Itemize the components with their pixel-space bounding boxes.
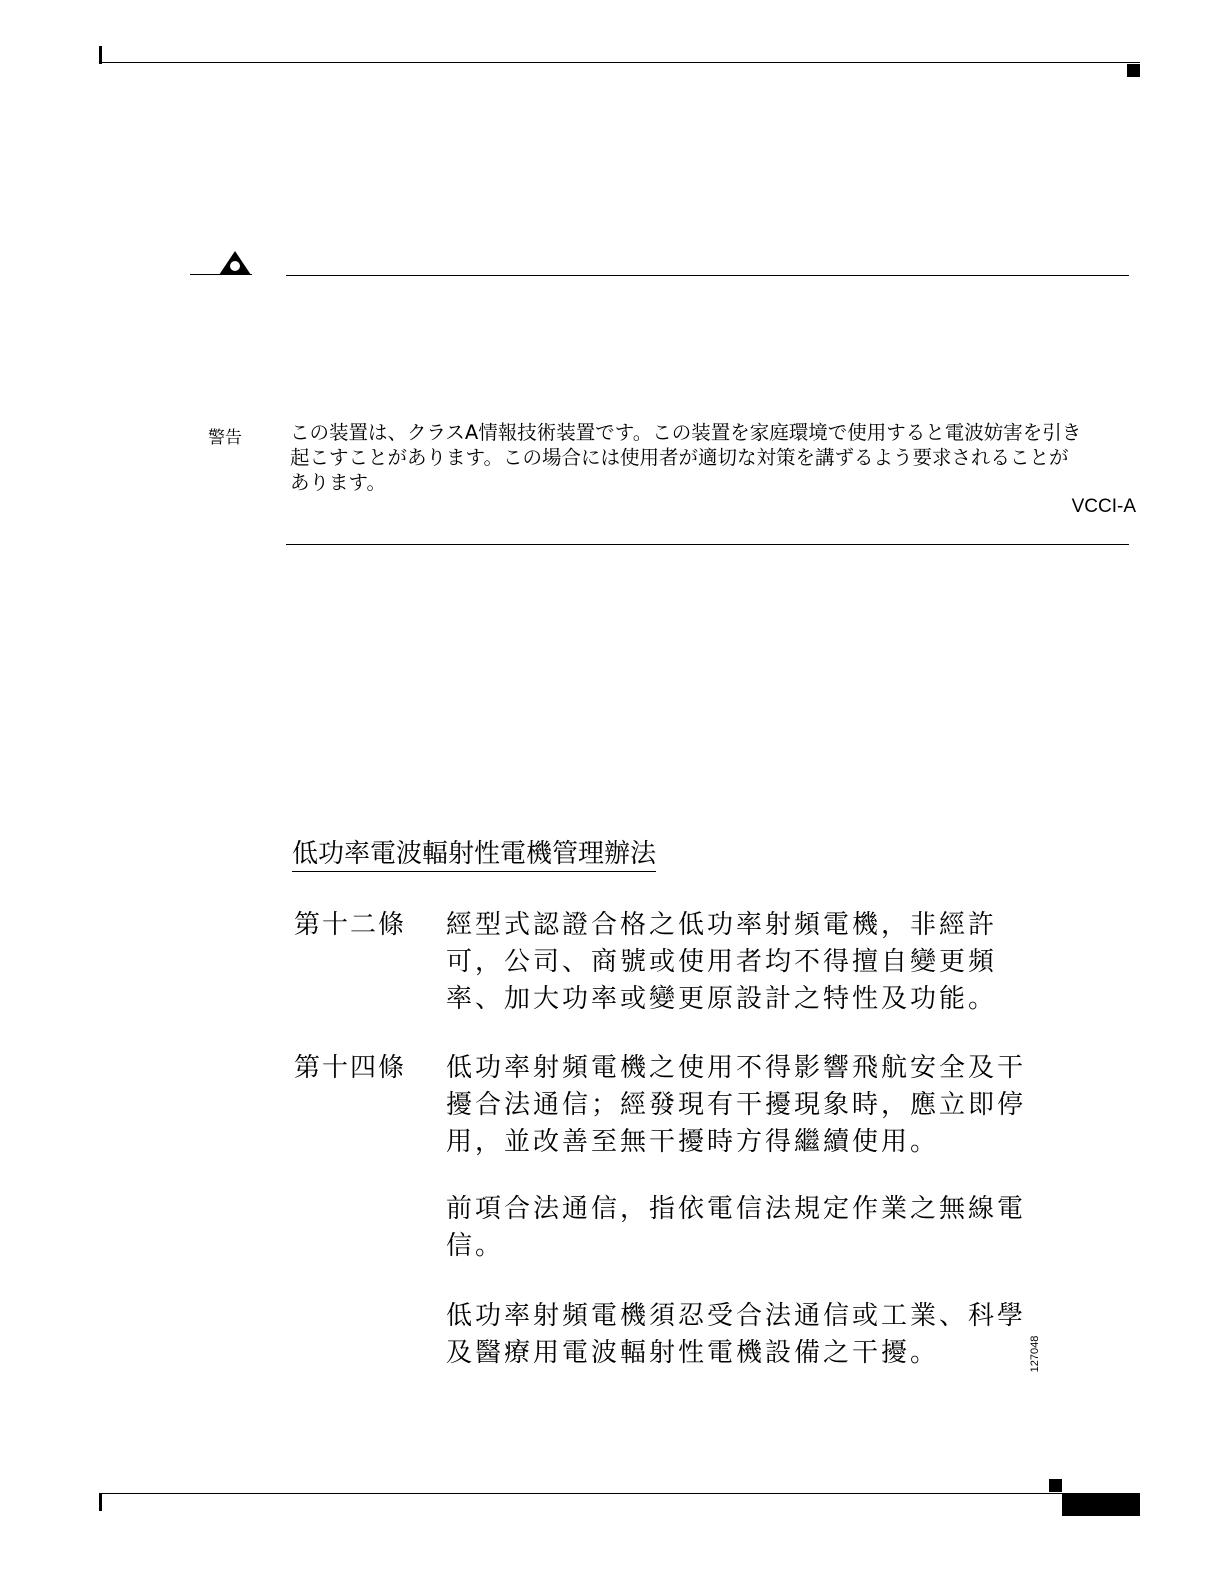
warning-text — [290, 420, 1140, 495]
warning-line: 起こすことがあります。この場合には使用者が適切な対策を講ずるよう要求されることが — [290, 446, 1069, 469]
article-line: 經型式認證合格之低功率射頻電機，非經許 — [446, 910, 998, 940]
article-line: 擾合法通信；經發現有干擾現象時，應立即停 — [446, 1090, 1027, 1120]
warning-rule-top — [286, 275, 1129, 276]
article-12-label: 第十二條 — [294, 910, 407, 940]
warning-line: あります。 — [290, 471, 386, 494]
article-14-paragraph-3 — [446, 1298, 1041, 1372]
article-14-paragraph-2 — [446, 1191, 1041, 1265]
warning-icon — [218, 250, 252, 276]
article-line: 低功率射頻電機之使用不得影響飛航安全及干 — [446, 1053, 1027, 1083]
warning-rule-left — [190, 274, 252, 275]
article-line: 信。 — [446, 1231, 505, 1261]
warning-rule-bottom — [286, 544, 1129, 545]
footer-tick — [99, 1494, 102, 1511]
figure-number: 127048 — [1029, 1335, 1041, 1373]
warning-line: この装置は、クラスA情報技術装置です。この装置を家庭環境で使用すると電波妨害を引き — [290, 421, 1082, 444]
article-line: 前項合法通信，指依電信法規定作業之無線電 — [446, 1194, 1027, 1224]
warning-label: 警告 — [208, 428, 242, 448]
article-14-paragraph-1 — [446, 1050, 1041, 1161]
article-14-label: 第十四條 — [294, 1053, 407, 1083]
warning-code: VCCI-A — [1071, 496, 1136, 517]
article-line: 及醫療用電波輻射性電機設備之干擾。 — [446, 1338, 940, 1368]
regulation-title: 低功率電波輻射性電機管理辦法 — [292, 838, 656, 872]
article-line: 用，並改善至無干擾時方得繼續使用。 — [446, 1127, 940, 1157]
article-line: 率、加大功率或變更原設計之特性及功能。 — [446, 984, 998, 1014]
article-line: 低功率射頻電機須忍受合法通信或工業、科學 — [446, 1301, 1027, 1331]
article-12-text — [446, 907, 1041, 1018]
article-line: 可，公司、商號或使用者均不得擅自變更頻 — [446, 947, 998, 977]
footer-marker — [1049, 1479, 1062, 1492]
footer-rule — [99, 1493, 1140, 1494]
header-rule — [99, 62, 1140, 63]
footer-page-tab — [1062, 1494, 1140, 1516]
header-marker — [1127, 64, 1140, 77]
